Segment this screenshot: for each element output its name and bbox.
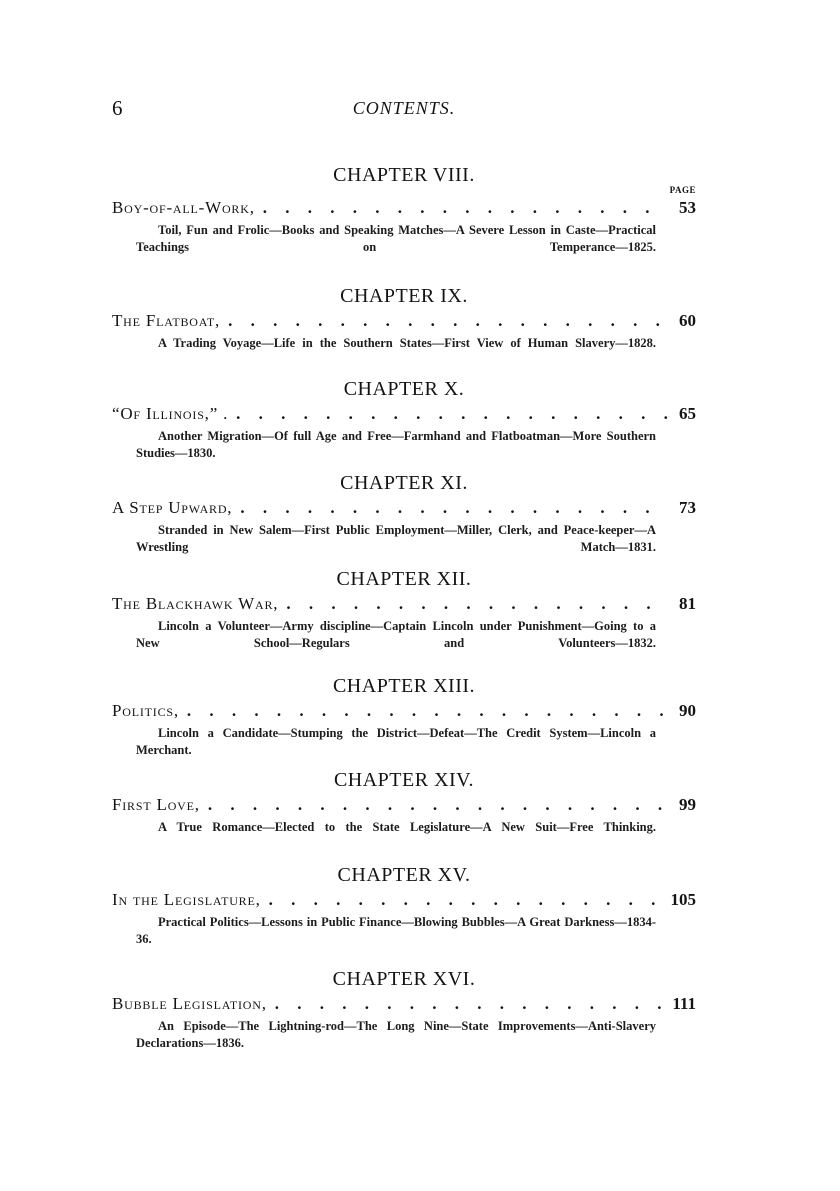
dot-leader xyxy=(263,196,668,220)
entry-page-number: 90 xyxy=(679,701,696,720)
chapter-heading: CHAPTER XIV. xyxy=(333,769,475,791)
chapter-heading: CHAPTER VIII. xyxy=(333,164,475,186)
toc-entry[interactable] xyxy=(112,888,696,912)
dot-leader xyxy=(275,992,667,1016)
entry-title: Bubble Legislation, xyxy=(112,994,267,1013)
dot-leader xyxy=(269,888,665,912)
toc-entry[interactable] xyxy=(112,592,696,616)
entry-page-number: 105 xyxy=(670,890,696,909)
toc-chapter-ix xyxy=(112,283,696,369)
running-title: CONTENTS. xyxy=(352,98,456,118)
toc-chapter-xv xyxy=(112,862,696,965)
toc-entry[interactable] xyxy=(112,496,696,520)
chapter-summary: Stranded in New Salem—First Public Employment—Miller, Clerk, and Peace-keeper—A Wrestling Match—1831. xyxy=(136,523,656,554)
chapter-heading: CHAPTER XIII. xyxy=(332,675,476,697)
entry-title: Boy-of-all-Work, xyxy=(112,198,255,217)
toc-entry[interactable] xyxy=(112,992,696,1016)
entry-title: Politics, xyxy=(112,701,179,720)
toc-chapter-xiii xyxy=(112,673,696,776)
dot-leader xyxy=(208,793,668,817)
entry-title: First Love, xyxy=(112,795,200,814)
toc-chapter-x xyxy=(112,376,696,479)
chapter-summary: Lincoln a Candidate—Stumping the District—Defeat—The Credit System—Lincoln a Merchant. xyxy=(136,726,656,757)
entry-title: In the Legislature, xyxy=(112,890,261,909)
chapter-summary: Lincoln a Volunteer—Army discipline—Captain Lincoln under Punishment—Going to a New School—Regulars and Volunteers—1832. xyxy=(136,619,656,650)
chapter-summary: Another Migration—Of full Age and Free—Farmhand and Flatboatman—More Southern Studies—1830. xyxy=(136,429,656,460)
chapter-summary: An Episode—The Lightning-rod—The Long Nine—State Improvements—Anti-Slavery Declarations—1836. xyxy=(136,1019,656,1050)
dot-leader xyxy=(236,402,668,426)
chapter-heading: CHAPTER IX. xyxy=(340,285,468,307)
toc-entry[interactable] xyxy=(112,196,696,220)
running-head xyxy=(112,96,696,126)
entry-title: The Flatboat, xyxy=(112,311,221,330)
chapter-heading: CHAPTER XVI. xyxy=(332,968,476,990)
chapter-heading: CHAPTER XV. xyxy=(337,864,471,886)
chapter-heading: CHAPTER X. xyxy=(343,378,465,400)
toc-chapter-xvi xyxy=(112,966,696,1069)
chapter-heading: CHAPTER XII. xyxy=(336,568,472,590)
chapter-summary: A True Romance—Elected to the State Legislature—A New Suit—Free Thinking. xyxy=(158,820,656,834)
page-column-label: PAGE xyxy=(669,185,696,195)
toc-entry[interactable] xyxy=(112,793,696,817)
dot-leader xyxy=(228,309,668,333)
page-number: 6 xyxy=(112,96,123,120)
entry-page-number: 81 xyxy=(679,594,696,613)
chapter-summary: Toil, Fun and Frolic—Books and Speaking Matches—A Severe Lesson in Caste—Practical Teachings on Temperance—1825. xyxy=(136,223,656,254)
toc-chapter-viii xyxy=(112,162,696,273)
entry-page-number: 53 xyxy=(679,198,696,217)
chapter-heading: CHAPTER XI. xyxy=(340,472,468,494)
dot-leader xyxy=(240,496,668,520)
chapter-summary: Practical Politics—Lessons in Public Finance—Blowing Bubbles—A Great Darkness—1834-36. xyxy=(136,915,656,946)
toc-chapter-xi xyxy=(112,470,696,573)
entry-page-number: 99 xyxy=(679,795,696,814)
toc-entry[interactable] xyxy=(112,402,696,426)
dot-leader xyxy=(286,592,668,616)
toc-entry[interactable] xyxy=(112,699,696,723)
entry-title: “Of Illinois,” . xyxy=(112,404,229,423)
entry-page-number: 60 xyxy=(679,311,696,330)
entry-title: A Step Upward, xyxy=(112,498,233,517)
entry-page-number: 65 xyxy=(679,404,696,423)
entry-page-number: 73 xyxy=(679,498,696,517)
toc-entry[interactable] xyxy=(112,309,696,333)
dot-leader xyxy=(187,699,668,723)
entry-title: The Blackhawk War, xyxy=(112,594,279,613)
chapter-summary: A Trading Voyage—Life in the Southern States—First View of Human Slavery—1828. xyxy=(158,336,656,350)
entry-page-number: 111 xyxy=(672,994,696,1013)
toc-chapter-xiv xyxy=(112,767,696,853)
toc-chapter-xii xyxy=(112,566,696,669)
